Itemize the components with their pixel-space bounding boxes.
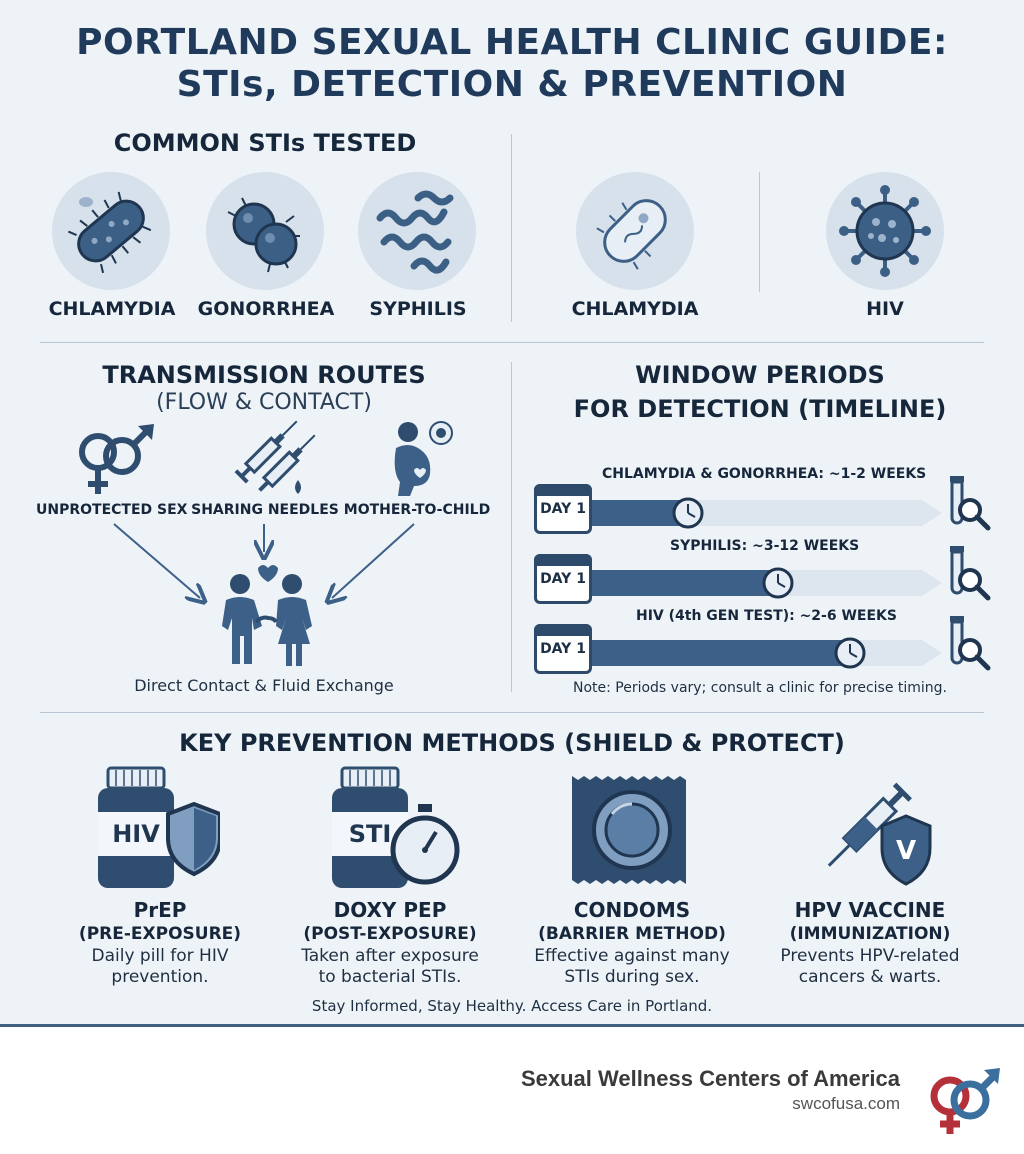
syphilis-label: SYPHILIS — [369, 298, 467, 320]
prep-bottle-shield-icon — [90, 764, 220, 892]
couple-icon — [212, 562, 320, 668]
calendar-day-icon: DAY 1 — [534, 624, 592, 674]
timeline-progress — [562, 570, 778, 596]
title-line-2: STIs, DETECTION & PREVENTION — [176, 64, 848, 105]
title-line-1: PORTLAND SEXUAL HEALTH CLINIC GUIDE: — [76, 22, 948, 63]
route-sharing-needles: SHARING NEEDLES — [191, 502, 339, 518]
route-mother-to-child: MOTHER-TO-CHILD — [343, 502, 491, 518]
clock-icon — [833, 636, 867, 670]
prep-bottle-label: HIV — [112, 820, 160, 848]
calendar-day-icon: DAY 1 — [534, 554, 592, 604]
doxy-bottle-label: STI — [348, 820, 392, 848]
condoms-title: CONDOMS (BARRIER METHOD) — [538, 898, 726, 944]
calendar-day-icon: DAY 1 — [534, 484, 592, 534]
prep-description: Daily pill for HIV prevention. — [91, 946, 229, 987]
doxy-pep-description: Taken after exposure to bacterial STIs. — [301, 946, 479, 987]
brand-url[interactable]: swcofusa.com — [792, 1094, 900, 1113]
chlamydia-2-label: CHLAMYDIA — [571, 298, 699, 320]
gender-logo-icon — [922, 1060, 1002, 1140]
doxy-pep-title: DOXY PEP (POST-EXPOSURE) — [303, 898, 477, 944]
hpv-vaccine-description: Prevents HPV-related cancers & warts. — [780, 946, 960, 987]
timeline-label: HIV (4th GEN TEST): ~2-6 WEEKS — [636, 608, 897, 624]
doxy-bottle-stopwatch-icon — [332, 764, 462, 892]
clock-icon — [671, 496, 705, 530]
gonorrhea-label: GONORRHEA — [197, 298, 335, 320]
window-note: Note: Periods vary; consult a clinic for precise timing. — [572, 680, 948, 696]
chlamydia-label: CHLAMYDIA — [48, 298, 176, 320]
vaccine-shield-label: V — [895, 836, 917, 866]
timeline-progress — [562, 640, 850, 666]
condoms-description: Effective against many STIs during sex. — [534, 946, 730, 987]
window-heading-line2: FOR DETECTION (TIMELINE) — [573, 395, 947, 423]
hiv-label: HIV — [866, 298, 904, 320]
prevention-heading: KEY PREVENTION METHODS (SHIELD & PROTECT) — [179, 729, 845, 757]
direct-contact-label: Direct Contact & Fluid Exchange — [134, 676, 394, 695]
chlamydia-cell-icon — [576, 172, 694, 290]
common-stis-heading: COMMON STIs TESTED — [113, 129, 417, 157]
route-unprotected-sex: UNPROTECTED SEX — [36, 502, 188, 518]
hpv-vaccine-title: HPV VACCINE (IMMUNIZATION) — [789, 898, 951, 944]
tagline: Stay Informed, Stay Healthy. Access Care in Portland. — [311, 997, 713, 1015]
timeline-label: SYPHILIS: ~3-12 WEEKS — [670, 538, 860, 554]
clock-icon — [761, 566, 795, 600]
brand-name: Sexual Wellness Centers of America — [520, 1066, 900, 1091]
test-tube-magnifier-icon — [944, 474, 992, 534]
transmission-heading: TRANSMISSION ROUTES — [102, 361, 426, 389]
hiv-virus-icon — [826, 172, 944, 290]
section-divider — [40, 712, 984, 713]
footer-divider — [0, 1024, 1024, 1027]
test-tube-magnifier-icon — [944, 614, 992, 674]
timeline-label: CHLAMYDIA & GONORRHEA: ~1-2 WEEKS — [602, 466, 927, 482]
test-tube-magnifier-icon — [944, 544, 992, 604]
window-heading-line1: WINDOW PERIODS — [635, 361, 885, 389]
condom-icon — [568, 770, 698, 890]
vaccine-syringe-shield-icon — [812, 764, 942, 892]
section-divider — [759, 172, 760, 292]
prep-title: PrEP (PRE-EXPOSURE) — [78, 898, 242, 944]
timeline-row — [532, 532, 992, 602]
transmission-subheading: (FLOW & CONTACT) — [156, 390, 372, 415]
timeline-row — [532, 602, 992, 672]
timeline-row — [532, 462, 992, 532]
